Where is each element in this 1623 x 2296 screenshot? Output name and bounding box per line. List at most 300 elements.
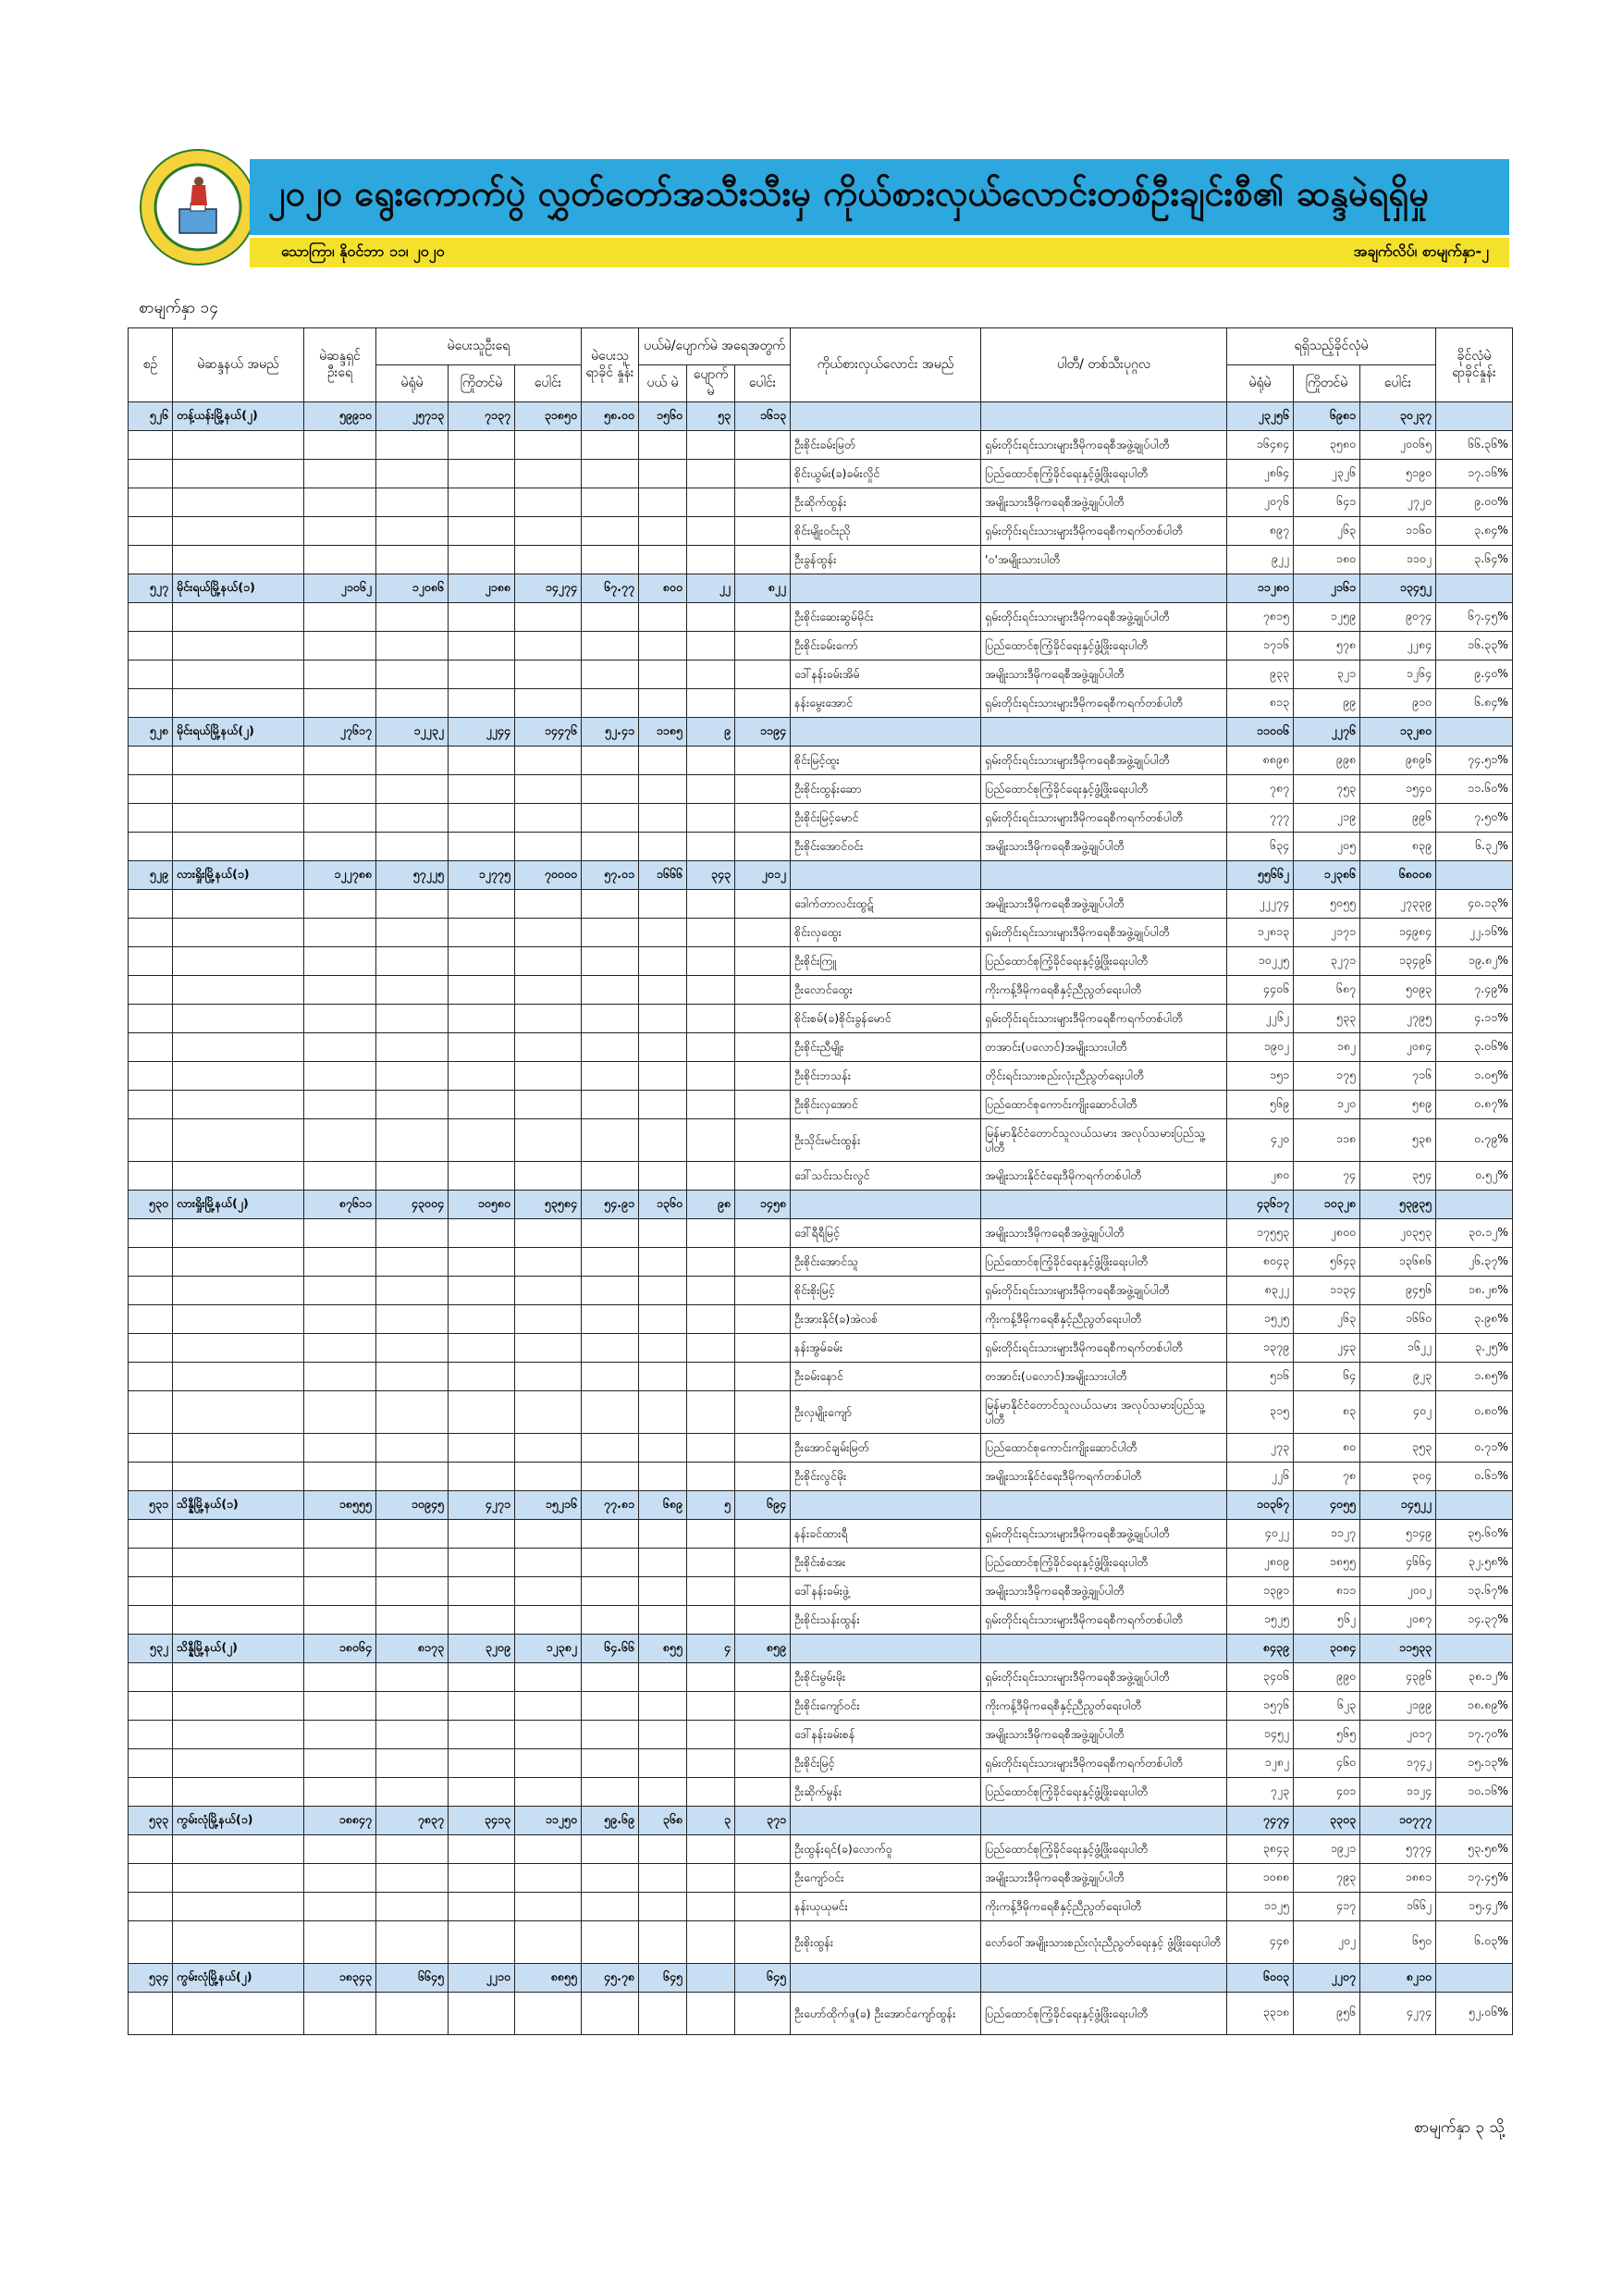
cell-empty xyxy=(735,660,791,689)
cell-valid-advance: ၆၄၁ xyxy=(1294,488,1360,517)
cell-empty xyxy=(173,431,304,460)
cell-voted-normal: ၂၅၇၁၃ xyxy=(376,402,449,431)
cell-empty xyxy=(515,1391,582,1434)
cell-party: အမျိုးသားဒီမိုကရေစီအဖွဲ့ချုပ်ပါတီ xyxy=(981,488,1227,517)
cell-empty xyxy=(687,1219,735,1248)
cell-empty xyxy=(304,890,376,919)
cell-valid-total: ၆၅၀ xyxy=(1360,1921,1436,1964)
candidate-row xyxy=(129,1993,1513,2035)
cell-candidate: ဒေါ်သင်းသင်းလွင် xyxy=(791,1162,981,1191)
cell-empty xyxy=(687,1520,735,1549)
cell-party: ပြည်ထောင်စုကြံ့ခိုင်ရေးနှင့်ဖွံ့ဖြိုးရေးပါတီ xyxy=(981,632,1227,660)
cell-empty xyxy=(735,689,791,718)
cell-valid-normal: ၉၃၃ xyxy=(1227,660,1294,689)
cell-valid-normal: ၁၃၇၉ xyxy=(1227,1334,1294,1363)
cell-valid-total: ၅၁၄၉ xyxy=(1360,1520,1436,1549)
cell-empty xyxy=(582,1391,639,1434)
cell-valid-normal: ၂၈၀ xyxy=(1227,1162,1294,1191)
cell-valid-total: ၅၈၉ xyxy=(1360,1091,1436,1119)
cell-valid-normal: ၁၅၂၅ xyxy=(1227,1305,1294,1334)
cell-valid-total: ၁၆၆၀ xyxy=(1360,1305,1436,1334)
cell-empty xyxy=(376,833,449,861)
cell-valid-total: ၉၁၀ xyxy=(1360,689,1436,718)
cell-valid-normal: ၂၂၆၂ xyxy=(1227,1005,1294,1033)
cell-empty xyxy=(173,1033,304,1062)
cell-constituency: လားရှိုးမြို့နယ်(၂) xyxy=(173,1191,304,1219)
cell-empty xyxy=(173,1835,304,1864)
cell-party: ရှမ်းတိုင်းရင်းသားများဒီမိုကရေစီကရက်တစ်ပါတီ xyxy=(981,1606,1227,1635)
cell-empty xyxy=(515,1463,582,1491)
cell-empty xyxy=(449,1005,515,1033)
cell-empty xyxy=(304,804,376,833)
cell-turnout: ၇၇.၈၁ xyxy=(582,1491,639,1520)
cell-valid-total: ၂၀၀၂ xyxy=(1360,1577,1436,1606)
cell-percent: ၀.၆၁% xyxy=(1436,1463,1513,1491)
cell-empty xyxy=(735,1835,791,1864)
candidate-row xyxy=(129,1334,1513,1363)
cell-valid-normal: ၁၂၈၂ xyxy=(1227,1749,1294,1778)
cell-empty xyxy=(304,1577,376,1606)
cell-empty xyxy=(449,976,515,1005)
cell-empty xyxy=(376,1219,449,1248)
cell-percent xyxy=(1436,1491,1513,1520)
cell-valid-normal: ၈၄၃၉ xyxy=(1227,1635,1294,1663)
cell-invalid: ၆၄၅ xyxy=(639,1964,687,1993)
cell-empty xyxy=(582,1062,639,1091)
cell-valid-total: ၂၇၉၅ xyxy=(1360,1005,1436,1033)
cell-invalid-sum: ၂၀၁၂ xyxy=(735,861,791,890)
cell-empty xyxy=(449,890,515,919)
cell-empty xyxy=(304,1778,376,1807)
cell-empty xyxy=(515,1162,582,1191)
cell-candidate: ဒေါ်နန်းခမ်းဖွဲ့ xyxy=(791,1577,981,1606)
cell-empty xyxy=(129,1577,173,1606)
cell-empty xyxy=(129,689,173,718)
cell-empty xyxy=(173,1305,304,1334)
cell-candidate: ဒေါ်နန်းခမ်းစန် xyxy=(791,1721,981,1749)
cell-percent: ၇.၅၀% xyxy=(1436,804,1513,833)
cell-valid-total: ၉၄၅၆ xyxy=(1360,1277,1436,1305)
cell-empty xyxy=(304,1363,376,1391)
cell-constituency: တန့်ယန်းမြို့နယ်(၂) xyxy=(173,402,304,431)
cell-empty xyxy=(639,1277,687,1305)
candidate-row xyxy=(129,1219,1513,1248)
cell-empty xyxy=(735,919,791,947)
cell-candidate: နန်းမွေးအောင် xyxy=(791,689,981,718)
cell-empty xyxy=(582,1549,639,1577)
cell-empty xyxy=(449,1835,515,1864)
cell-empty xyxy=(735,1577,791,1606)
cell-empty xyxy=(639,1391,687,1434)
cell-valid-advance: ၆၉၈၁ xyxy=(1294,402,1360,431)
cell-percent: ၁၅.၄၂% xyxy=(1436,1893,1513,1921)
cell-valid-total: ၉၈၉၆ xyxy=(1360,747,1436,775)
constituency-row xyxy=(129,574,1513,603)
cell-empty xyxy=(735,1893,791,1921)
cell-percent xyxy=(1436,1635,1513,1663)
cell-empty xyxy=(129,1434,173,1463)
cell-candidate xyxy=(791,1807,981,1835)
cell-voted-advance: ၄၂၇၁ xyxy=(449,1491,515,1520)
cell-valid-normal: ၇၇၇ xyxy=(1227,804,1294,833)
cell-empty xyxy=(687,603,735,632)
cell-empty xyxy=(376,632,449,660)
cell-valid-total: ၂၀၁၇ xyxy=(1360,1721,1436,1749)
cell-empty xyxy=(639,775,687,804)
cell-candidate: ဦးစိုင်းမြင့် xyxy=(791,1749,981,1778)
cell-empty xyxy=(304,919,376,947)
date-label: သောကြာ၊ နိုဝင်ဘာ ၁၁၊ ၂၀၂၀ xyxy=(281,242,445,260)
cell-empty xyxy=(582,919,639,947)
cell-empty xyxy=(173,1520,304,1549)
cell-empty xyxy=(735,1334,791,1363)
cell-party: လော်ဝေါ်အမျိုးသားစည်းလုံးညီညွတ်ရေးနှင့် ဖွံ့ဖြိုးရေးပါတီ xyxy=(981,1921,1227,1964)
cell-percent: ၆၇.၄၅% xyxy=(1436,603,1513,632)
cell-empty xyxy=(687,976,735,1005)
cell-empty xyxy=(687,1248,735,1277)
cell-valid-normal: ၆၃၄ xyxy=(1227,833,1294,861)
cell-empty xyxy=(449,1434,515,1463)
candidate-row xyxy=(129,1033,1513,1062)
cell-empty xyxy=(639,517,687,546)
header-invalid: ပယ်မဲ/ပျောက်မဲ အရေအတွက် xyxy=(639,328,791,365)
cell-empty xyxy=(304,1434,376,1463)
cell-candidate: ဦးစိုင်းထွန်းဆော xyxy=(791,775,981,804)
cell-empty xyxy=(735,517,791,546)
cell-empty xyxy=(515,1033,582,1062)
cell-empty xyxy=(173,1692,304,1721)
cell-valid-total: ၂၀၃၅၃ xyxy=(1360,1219,1436,1248)
cell-empty xyxy=(449,1033,515,1062)
cell-empty xyxy=(173,1663,304,1692)
cell-turnout: ၆၇.၇၇ xyxy=(582,574,639,603)
cell-empty xyxy=(582,603,639,632)
cell-empty xyxy=(582,890,639,919)
cell-valid-normal: ၅၅၆၆၂ xyxy=(1227,861,1294,890)
header-valid: ရရှိသည့်ခိုင်လုံမဲ xyxy=(1227,328,1436,365)
cell-valid-normal: ၅၁၆ xyxy=(1227,1363,1294,1391)
cell-empty xyxy=(582,1606,639,1635)
cell-valid-advance: ၂၆၃ xyxy=(1294,1305,1360,1334)
cell-empty xyxy=(735,460,791,488)
cell-empty xyxy=(515,1549,582,1577)
cell-empty xyxy=(173,632,304,660)
cell-empty xyxy=(639,1119,687,1162)
cell-valid-normal: ၁၁၂၈၀ xyxy=(1227,574,1294,603)
cell-valid-advance: ၄၀၅၅ xyxy=(1294,1491,1360,1520)
cell-party: ပြည်ထောင်စုကြံ့ခိုင်ရေးနှင့်ဖွံ့ဖြိုးရေးပါတီ xyxy=(981,1248,1227,1277)
cell-empty xyxy=(376,1363,449,1391)
cell-empty xyxy=(449,660,515,689)
cell-party: မြန်မာနိုင်ငံတောင်သူလယ်သမား အလုပ်သမားပြည်သူ့ပါတီ xyxy=(981,1119,1227,1162)
cell-valid-advance: ၂၀၅ xyxy=(1294,833,1360,861)
cell-empty xyxy=(582,1277,639,1305)
cell-empty xyxy=(376,1277,449,1305)
cell-empty xyxy=(173,1778,304,1807)
cell-empty xyxy=(304,1606,376,1635)
cell-empty xyxy=(376,431,449,460)
cell-empty xyxy=(515,1520,582,1549)
cell-valid-total: ၇၁၆ xyxy=(1360,1062,1436,1091)
cell-empty xyxy=(515,1091,582,1119)
cell-empty xyxy=(582,460,639,488)
cell-party: မြန်မာနိုင်ငံတောင်သူလယ်သမား အလုပ်သမားပြည်သူ့ပါတီ xyxy=(981,1391,1227,1434)
cell-candidate: စိုင်းယွမ်း(ခ)ခမ်းလှိုင် xyxy=(791,460,981,488)
cell-valid-advance: ၈၁၁ xyxy=(1294,1577,1360,1606)
cell-percent: ၉.၀၀% xyxy=(1436,488,1513,517)
cell-valid-advance: ၉၉ xyxy=(1294,689,1360,718)
cell-empty xyxy=(449,1119,515,1162)
cell-percent: ၁၇.၁၆% xyxy=(1436,460,1513,488)
cell-empty xyxy=(376,1005,449,1033)
candidate-row xyxy=(129,1119,1513,1162)
cell-candidate: စိုင်းလှထွေး xyxy=(791,919,981,947)
cell-valid-total: ၄၆၆၄ xyxy=(1360,1549,1436,1577)
cell-empty xyxy=(735,804,791,833)
cell-valid-normal: ၄၄၀၆ xyxy=(1227,976,1294,1005)
constituency-row xyxy=(129,1491,1513,1520)
cell-empty xyxy=(173,1434,304,1463)
cell-empty xyxy=(304,976,376,1005)
cell-empty xyxy=(515,1434,582,1463)
cell-empty xyxy=(304,1033,376,1062)
cell-valid-advance: ၃၅၈၀ xyxy=(1294,431,1360,460)
cell-empty xyxy=(173,488,304,517)
cell-valid-total: ၁၈၈၁ xyxy=(1360,1864,1436,1893)
cell-voted-total: ၇၀၀၀၀ xyxy=(515,861,582,890)
cell-valid-total: ၂၀၈၇ xyxy=(1360,1606,1436,1635)
candidate-row xyxy=(129,1248,1513,1277)
cell-valid-normal: ၇၄၇၄ xyxy=(1227,1807,1294,1835)
cell-valid-advance: ၂၁၆၁ xyxy=(1294,574,1360,603)
cell-empty xyxy=(173,1606,304,1635)
cell-valid-advance: ၁၈၀ xyxy=(1294,546,1360,574)
cell-empty xyxy=(639,546,687,574)
candidate-row xyxy=(129,775,1513,804)
cell-valid-total: ၂၀၈၄ xyxy=(1360,1033,1436,1062)
cell-lost: ၉၈ xyxy=(687,1191,735,1219)
cell-invalid-sum: ၆၉၄ xyxy=(735,1491,791,1520)
cell-empty xyxy=(376,1391,449,1434)
cell-valid-normal: ၁၁၂၅ xyxy=(1227,1893,1294,1921)
cell-empty xyxy=(639,689,687,718)
cell-valid-normal: ၄၃၆၁၇ xyxy=(1227,1191,1294,1219)
cell-empty xyxy=(582,632,639,660)
cell-empty xyxy=(687,1091,735,1119)
cell-empty xyxy=(449,546,515,574)
cell-empty xyxy=(639,1993,687,2035)
cell-valid-total: ၃၀၄ xyxy=(1360,1463,1436,1491)
candidate-row xyxy=(129,1305,1513,1334)
candidate-row xyxy=(129,460,1513,488)
cell-voted-normal: ၁၂၂၃၂ xyxy=(376,718,449,747)
cell-percent: ၃၅.၆၀% xyxy=(1436,1520,1513,1549)
cell-empty xyxy=(515,919,582,947)
cell-empty xyxy=(735,1305,791,1334)
cell-turnout: ၅၈.၀၀ xyxy=(582,402,639,431)
cell-empty xyxy=(449,1606,515,1635)
cell-candidate: စိုင်းစိုးမြင့် xyxy=(791,1277,981,1305)
cell-party: ရှမ်းတိုင်းရင်းသားများဒီမိုကရေစီအဖွဲ့ချုပ်ပါတီ xyxy=(981,1663,1227,1692)
cell-empty xyxy=(173,1864,304,1893)
cell-empty xyxy=(515,603,582,632)
cell-valid-total: ၄၂၇၄ xyxy=(1360,1993,1436,2035)
cell-invalid: ၆၈၉ xyxy=(639,1491,687,1520)
constituency-row xyxy=(129,1964,1513,1993)
cell-empty xyxy=(515,1363,582,1391)
cell-candidate: ဒေါ်နန်းခမ်းအိမ် xyxy=(791,660,981,689)
cell-valid-advance: ၁၂၃၈၆ xyxy=(1294,861,1360,890)
cell-empty xyxy=(376,1549,449,1577)
cell-turnout: ၄၅.၇၈ xyxy=(582,1964,639,1993)
cell-percent: ၆.၀၃% xyxy=(1436,1921,1513,1964)
cell-empty xyxy=(304,1520,376,1549)
cell-empty xyxy=(129,517,173,546)
cell-constituency: မိုင်းရယ်မြို့နယ်(၂) xyxy=(173,718,304,747)
cell-empty xyxy=(687,1749,735,1778)
cell-valid-advance: ၂၀၂ xyxy=(1294,1921,1360,1964)
cell-empty xyxy=(515,1219,582,1248)
cell-voted-total: ၃၁၈၅၀ xyxy=(515,402,582,431)
cell-candidate: ဦးခွန်ထွန်း xyxy=(791,546,981,574)
cell-empty xyxy=(515,689,582,718)
cell-empty xyxy=(515,1778,582,1807)
cell-percent: ၄၀.၁၃% xyxy=(1436,890,1513,919)
cell-valid-advance: ၈၀ xyxy=(1294,1434,1360,1463)
cell-party: အမျိုးသားဒီမိုကရေစီအဖွဲ့ချုပ်ပါတီ xyxy=(981,660,1227,689)
cell-valid-advance: ၅၆၂ xyxy=(1294,1606,1360,1635)
cell-empty xyxy=(687,1463,735,1491)
cell-valid-advance: ၁၉၂၁ xyxy=(1294,1835,1360,1864)
cell-valid-total: ၁၁၆၀ xyxy=(1360,517,1436,546)
cell-valid-total: ၈၃၉ xyxy=(1360,833,1436,861)
cell-valid-normal: ၃၈၄၃ xyxy=(1227,1835,1294,1864)
subheader-valid-advance: ကြိုတင်မဲ xyxy=(1294,365,1360,402)
cell-empty xyxy=(639,1062,687,1091)
cell-empty xyxy=(687,1549,735,1577)
cell-empty xyxy=(735,1434,791,1463)
cell-empty xyxy=(304,660,376,689)
cell-valid-advance: ၆၈၇ xyxy=(1294,976,1360,1005)
cell-valid-total: ၅၃၈ xyxy=(1360,1119,1436,1162)
cell-empty xyxy=(304,1993,376,2035)
cell-empty xyxy=(449,689,515,718)
cell-candidate xyxy=(791,1491,981,1520)
cell-empty xyxy=(515,1749,582,1778)
cell-empty xyxy=(304,1391,376,1434)
candidate-row xyxy=(129,1062,1513,1091)
cell-empty xyxy=(304,431,376,460)
cell-empty xyxy=(735,488,791,517)
candidate-row xyxy=(129,1434,1513,1463)
cell-empty xyxy=(304,833,376,861)
cell-empty xyxy=(639,1663,687,1692)
cell-empty xyxy=(129,1248,173,1277)
cell-empty xyxy=(449,1721,515,1749)
cell-invalid: ၁၆၆၆ xyxy=(639,861,687,890)
candidate-row xyxy=(129,431,1513,460)
cell-candidate: စိုင်းမြင့်ထူး xyxy=(791,747,981,775)
cell-empty xyxy=(449,1663,515,1692)
cell-empty xyxy=(129,1663,173,1692)
candidate-row xyxy=(129,1162,1513,1191)
cell-voted-advance: ၁၀၅၈၀ xyxy=(449,1191,515,1219)
cell-candidate xyxy=(791,1191,981,1219)
cell-party xyxy=(981,402,1227,431)
cell-empty xyxy=(515,1334,582,1363)
cell-empty xyxy=(173,1749,304,1778)
cell-valid-normal: ၁၅၁ xyxy=(1227,1062,1294,1091)
cell-valid-total: ၂၂၈၄ xyxy=(1360,632,1436,660)
cell-percent: ၆.၃၂% xyxy=(1436,833,1513,861)
cell-empty xyxy=(639,1248,687,1277)
cell-empty xyxy=(376,1033,449,1062)
cell-empty xyxy=(735,976,791,1005)
cell-percent: ၁၈.၂၈% xyxy=(1436,1277,1513,1305)
cell-party: ပြည်ထောင်စုကြံ့ခိုင်ရေးနှင့်ဖွံ့ဖြိုးရေးပါတီ xyxy=(981,947,1227,976)
cell-party: ပြည်ထောင်စုကြံ့ခိုင်ရေးနှင့်ဖွံ့ဖြိုးရေးပါတီ xyxy=(981,1993,1227,2035)
cell-empty xyxy=(129,1305,173,1334)
cell-empty xyxy=(304,689,376,718)
cell-no: ၅၃၂ xyxy=(129,1635,173,1663)
cell-empty xyxy=(639,603,687,632)
cell-empty xyxy=(639,1334,687,1363)
cell-party: ပြည်ထောင်စုကြံ့ခိုင်ရေးနှင့်ဖွံ့ဖြိုးရေးပါတီ xyxy=(981,1549,1227,1577)
cell-voted-normal: ၁၂၀၈၆ xyxy=(376,574,449,603)
cell-empty xyxy=(639,660,687,689)
cell-empty xyxy=(582,1921,639,1964)
cell-empty xyxy=(376,689,449,718)
candidate-row xyxy=(129,1391,1513,1434)
cell-empty xyxy=(173,1119,304,1162)
header-party: ပါတီ/ တစ်သီးပုဂ္ဂလ xyxy=(981,328,1227,402)
cell-candidate: စိုင်းမျိုးဝင်းညို xyxy=(791,517,981,546)
cell-valid-normal: ၅၆၉ xyxy=(1227,1091,1294,1119)
cell-empty xyxy=(376,488,449,517)
cell-percent: ၇.၄၉% xyxy=(1436,976,1513,1005)
cell-empty xyxy=(129,1062,173,1091)
cell-empty xyxy=(735,1248,791,1277)
cell-empty xyxy=(639,833,687,861)
cell-party: ပြည်ထောင်စုကြံ့ခိုင်ရေးနှင့်ဖွံ့ဖြိုးရေးပါတီ xyxy=(981,1835,1227,1864)
cell-empty xyxy=(687,632,735,660)
cell-valid-total: ၅၀၉၃ xyxy=(1360,976,1436,1005)
cell-valid-total: ၁၇၄၂ xyxy=(1360,1749,1436,1778)
cell-valid-advance: ၇၉၃ xyxy=(1294,1864,1360,1893)
cell-voted-total: ၁၂၃၈၂ xyxy=(515,1635,582,1663)
cell-party: ရှမ်းတိုင်းရင်းသားများဒီမိုကရေစီအဖွဲ့ချုပ်ပါတီ xyxy=(981,603,1227,632)
cell-empty xyxy=(639,1864,687,1893)
cell-empty xyxy=(515,1893,582,1921)
cell-empty xyxy=(582,1864,639,1893)
cell-empty xyxy=(376,1864,449,1893)
cell-empty xyxy=(449,1749,515,1778)
cell-empty xyxy=(173,1893,304,1921)
cell-empty xyxy=(582,1893,639,1921)
cell-party: ကိုးကန့်ဒီမိုကရေစီနှင့်ညီညွတ်ရေးပါတီ xyxy=(981,1893,1227,1921)
candidate-row xyxy=(129,947,1513,976)
page-number-label: စာမျက်နှာ ၁၄ xyxy=(139,299,218,317)
cell-eligible: ၁၈၅၅၅ xyxy=(304,1491,376,1520)
cell-valid-total: ၉၂၃ xyxy=(1360,1363,1436,1391)
cell-valid-total: ၈၂၁၀ xyxy=(1360,1964,1436,1993)
cell-valid-normal: ၁၅၇၆ xyxy=(1227,1692,1294,1721)
cell-valid-normal: ၁၀၈၈ xyxy=(1227,1864,1294,1893)
cell-eligible: ၈၇၆၁၁ xyxy=(304,1191,376,1219)
sub-bar xyxy=(250,238,1509,267)
candidate-row xyxy=(129,919,1513,947)
cell-valid-advance: ၄၁၇ xyxy=(1294,1893,1360,1921)
